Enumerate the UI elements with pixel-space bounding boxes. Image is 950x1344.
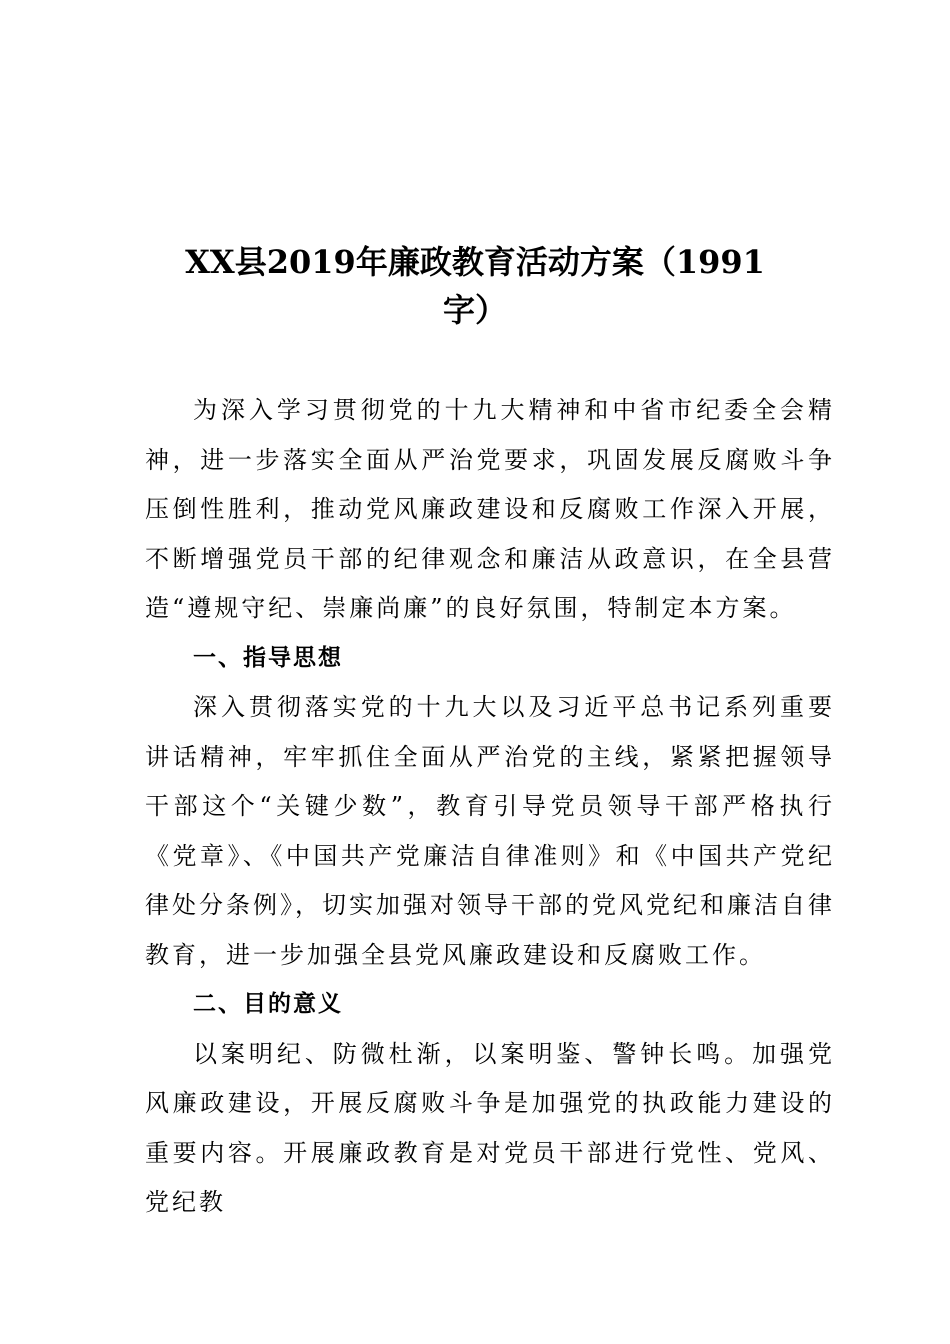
section-heading-guiding-thought: 一、指导思想 [193, 644, 343, 671]
intro-paragraph: 为深入学习贯彻党的十九大精神和中省市纪委全会精神，进一步落实全面从严治党要求，巩固发展反腐败斗争压倒性胜利，推动党风廉政建设和反腐败工作深入开展，不断增强党员干部的纪律观念和廉洁从政意识，在全县营造“遵规守纪、崇廉尚廉”的良好氛围，特制定本方案。 [145, 396, 835, 622]
document-title [150, 238, 800, 334]
section-heading-purpose: 二、目的意义 [193, 991, 343, 1017]
document-body [145, 386, 835, 1228]
title-line-2: 字） [442, 291, 507, 329]
section-paragraph-purpose: 以案明纪、防微杜渐，以案明鉴、警钟长鸣。加强党风廉政建设，开展反腐败斗争是加强党的执政能力建设的重要内容。开展廉政教育是对党员干部进行党性、党风、党纪教 [145, 1039, 835, 1216]
section-paragraph-guiding-thought: 深入贯彻落实党的十九大以及习近平总书记系列重要讲话精神，牢牢抓住全面从严治党的主线，紧紧把握领导干部这个“关键少数”，教育引导党员领导干部严格执行《党章》、《中国共产党廉洁自律准则》和《中国共产党纪律处分条例》，切实加强对领导干部的党风党纪和廉洁自律教育，进一步加强全县党风廉政建设和反腐败工作。 [145, 693, 835, 969]
title-line-1: XX县2019年廉政教育活动方案（1991 [185, 243, 765, 281]
